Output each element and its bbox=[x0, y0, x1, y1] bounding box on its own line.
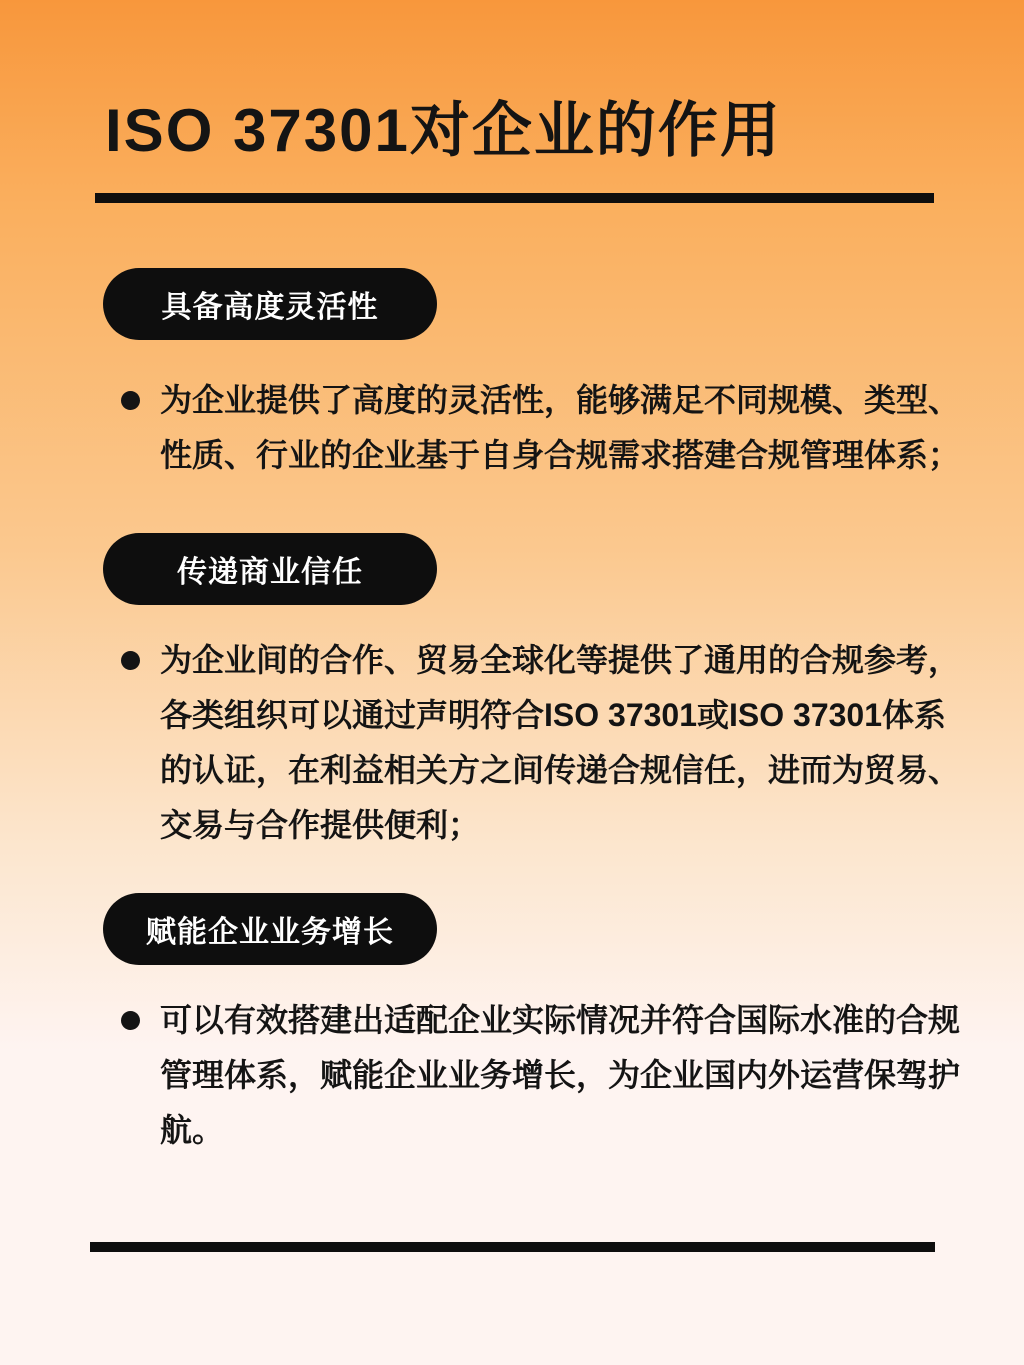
badge-business-trust: 传递商业信任 bbox=[103, 533, 437, 605]
page-title: ISO 37301对企业的作用 bbox=[105, 97, 782, 164]
bullet-dot-icon bbox=[121, 651, 140, 670]
badge-business-growth: 赋能企业业务增长 bbox=[103, 893, 437, 965]
bullet-dot-icon bbox=[121, 1011, 140, 1030]
text-line: 管理体系，赋能企业业务增长，为企业国内外运营保驾护 bbox=[160, 1057, 961, 1093]
text-line: 为企业间的合作、贸易全球化等提供了通用的合规参考， bbox=[160, 642, 961, 678]
text-line: 为企业提供了高度的灵活性，能够满足不同规模、类型、 bbox=[160, 382, 961, 418]
text-line: 性质、行业的企业基于自身合规需求搭建合规管理体系； bbox=[160, 437, 961, 473]
badge-flexibility: 具备高度灵活性 bbox=[103, 268, 437, 340]
bottom-divider bbox=[90, 1242, 935, 1252]
section-business-trust-text bbox=[160, 633, 960, 853]
section-business-growth-text bbox=[160, 993, 960, 1158]
text-line: 交易与合作提供便利； bbox=[160, 807, 481, 843]
text-line: 的认证，在利益相关方之间传递合规信任，进而为贸易、 bbox=[160, 752, 961, 788]
bullet-dot-icon bbox=[121, 391, 140, 410]
text-line: 各类组织可以通过声明符合ISO 37301或ISO 37301体系 bbox=[160, 697, 947, 733]
title-divider bbox=[95, 193, 934, 203]
text-line: 航。 bbox=[160, 1112, 225, 1148]
text-line: 可以有效搭建出适配企业实际情况并符合国际水准的合规 bbox=[160, 1002, 961, 1038]
section-flexibility-text bbox=[160, 373, 960, 483]
